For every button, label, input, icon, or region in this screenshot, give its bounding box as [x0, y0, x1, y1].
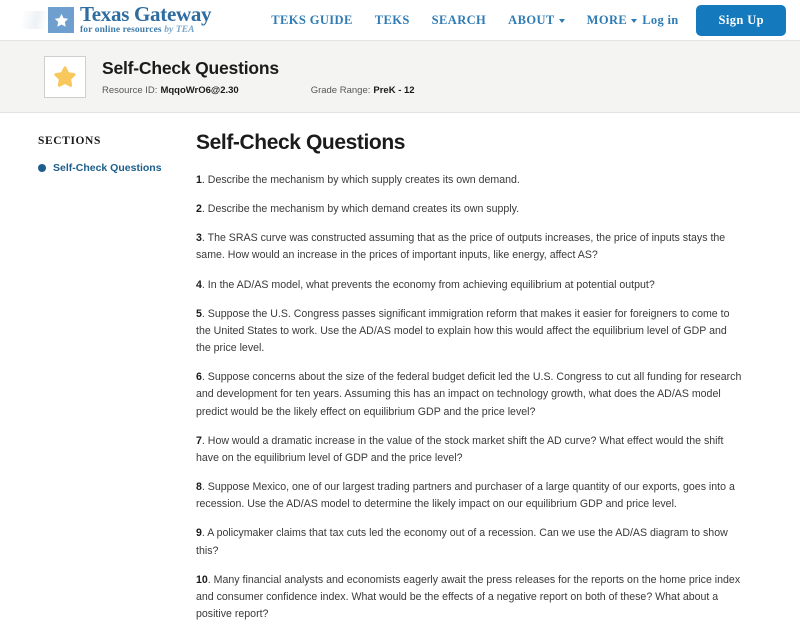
page-body [0, 113, 800, 635]
question-item [196, 201, 744, 218]
nav-item-more[interactable] [587, 13, 638, 28]
question-text: . Suppose concerns about the size of the federal budget deficit led the U.S. Congress to cut all funding for research and development for ten years. Assuming this has an impact on technology growth, what does the AD/AS model predict would be the likely effect on equilibrium GDP and the price level? [196, 371, 742, 418]
question-number: 9 [196, 527, 202, 540]
question-text: . A policymaker claims that tax cuts led the economy out of a recession. Can we use the AD/AS diagram to show this? [196, 527, 728, 557]
nav-item-about-label: ABOUT [508, 12, 555, 27]
grade-range-value: PreK - 12 [373, 84, 415, 96]
page-title: Self-Check Questions [102, 57, 279, 78]
main-heading: Self-Check Questions [196, 131, 406, 154]
bullet-icon [38, 164, 46, 172]
question-number: 10 [196, 573, 208, 586]
logo-byline: by TEA [164, 25, 195, 36]
question-number: 6 [196, 371, 202, 384]
resource-meta [102, 58, 415, 96]
question-item [196, 306, 744, 357]
resource-icon-box [44, 56, 86, 98]
question-item [196, 172, 744, 189]
logo-subtitle-text: for online resources [80, 25, 162, 36]
question-item [196, 572, 744, 623]
question-number: 7 [196, 434, 202, 447]
question-text: . Suppose Mexico, one of our largest trading partners and purchaser of a large quantity of our exports, goes into a recession. Use the AD/AS model to determine the likely impact on our equilibrium GDP and price level. [196, 481, 735, 511]
question-number: 8 [196, 481, 202, 494]
logo-subtitle [80, 26, 211, 36]
grade-range-label: Grade Range: [310, 84, 371, 96]
question-number: 4 [196, 278, 202, 291]
question-number: 3 [196, 232, 202, 245]
question-item [196, 277, 744, 294]
question-item [196, 369, 744, 420]
question-number: 1 [196, 174, 202, 186]
question-text: . The SRAS curve was constructed assuming that as the price of outputs increases, the price of inputs stays the same. How would an increase in the prices of important inputs, like energy, affect AS? [196, 232, 726, 262]
grade-range-group [311, 85, 415, 96]
star-icon [53, 12, 70, 29]
nav-item-search[interactable] [432, 13, 487, 28]
question-text: . Describe the mechanism by which demand creates its own supply. [201, 203, 520, 216]
nav-item-teks-guide-label: TEKS GUIDE [271, 12, 353, 27]
nav-item-teks[interactable] [375, 13, 410, 28]
resource-id-value: MqqoWrO6@2.30 [160, 84, 239, 96]
sidebar [0, 131, 196, 635]
nav-item-more-label: MORE [586, 12, 628, 27]
top-navigation-bar [0, 0, 800, 40]
main-content [196, 131, 800, 635]
chevron-down-icon [631, 19, 637, 23]
star-icon [52, 64, 78, 90]
question-item [196, 525, 744, 559]
question-item [196, 479, 744, 513]
question-text: . Describe the mechanism by which supply creates its own demand. [201, 174, 520, 186]
question-text: . In the AD/AS model, what prevents the economy from achieving equilibrium at potential output? [201, 278, 655, 291]
resource-id-label: Resource ID: [102, 84, 158, 96]
question-text: . Many financial analysts and economists eagerly await the press releases for the reports on the home price index and consumer confidence index. What would be the effects of a negative report on both of these? What about a positive report? [196, 573, 741, 620]
question-item [196, 230, 744, 264]
logo-title: Texas Gateway [80, 2, 212, 27]
logo-star-badge [48, 7, 74, 33]
question-text: . How would a dramatic increase in the value of the stock market shift the AD curve? What effect would the shift have on the equilibrium level of GDP and the price level? [196, 434, 724, 464]
nav-item-search-label: SEARCH [431, 12, 487, 27]
nav-item-about[interactable] [508, 13, 564, 28]
sidebar-item-self-check-questions[interactable] [38, 162, 196, 174]
nav-item-teks-guide[interactable] [271, 13, 352, 28]
logo-text-block [80, 4, 211, 36]
primary-nav-links [271, 13, 637, 28]
sidebar-heading: SECTIONS [38, 135, 101, 147]
question-number: 2 [196, 203, 202, 216]
login-link[interactable]: Log in [642, 12, 679, 27]
resource-header-band [0, 41, 800, 113]
logo-swoosh-decoration [22, 11, 46, 29]
question-text: . Suppose the U.S. Congress passes significant immigration reform that makes it easier for foreigners to come to the United States to work. Use the AD/AS model to explain how this would affect the equilibrium level of GDP and the price level. [196, 307, 730, 355]
signup-button[interactable]: Sign Up [696, 5, 786, 36]
question-number: 5 [196, 307, 202, 320]
nav-item-teks-label: TEKS [374, 12, 410, 27]
resource-sub-meta [102, 85, 415, 96]
sidebar-item-label: Self-Check Questions [53, 162, 162, 174]
chevron-down-icon [559, 19, 565, 23]
site-logo[interactable] [22, 4, 211, 36]
nav-account-actions [642, 5, 786, 36]
question-item [196, 433, 744, 467]
